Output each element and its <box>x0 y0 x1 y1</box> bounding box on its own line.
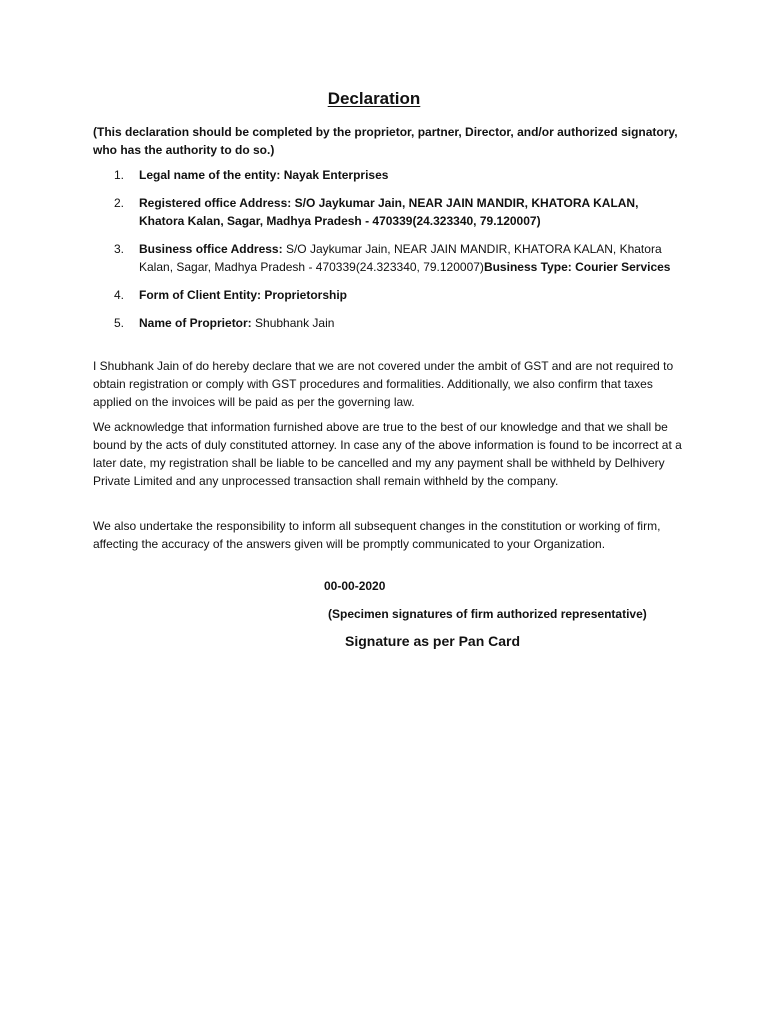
intro-text: (This declaration should be completed by the proprietor, partner, Director, and/or authorized signatory, who has the authority to do so.) <box>93 125 678 157</box>
item-value: S/O Jaykumar Jain, NEAR JAIN MANDIR, KHATORA KALAN, Khatora Kalan, Sagar, Madhya Pradesh - 470339(24.323340, 79.120007) <box>139 196 639 228</box>
list-number: 3. <box>114 242 125 256</box>
list-item-entity-form <box>93 286 683 304</box>
item-label: Form of Client Entity: <box>139 288 261 302</box>
acknowledgement-paragraph: We acknowledge that information furnished above are true to the best of our knowledge and that we shall be bound by the acts of duly constituted attorney. In case any of the above information is found to be incorrect at a later date, my registration shall be liable to be cancelled and my any payment shall be withheld by Delhivery Private Limited and any unprocessed transaction shall remain withheld by the company. <box>93 420 682 488</box>
business-type-value: Courier Services <box>571 260 671 274</box>
list-number: 1. <box>114 168 125 182</box>
list-number: 5. <box>114 316 125 330</box>
item-label: Registered office Address: <box>139 196 292 210</box>
item-label: Business office Address: <box>139 242 283 256</box>
item-value: S/O Jaykumar Jain, NEAR JAIN MANDIR, KHATORA KALAN, Khatora Kalan, Sagar, Madhya Pradesh - 470339(24.323340, 79.120007) <box>139 242 662 274</box>
item-value: Nayak Enterprises <box>280 168 389 182</box>
document-title: Declaration <box>327 89 421 108</box>
list-number: 4. <box>114 288 125 302</box>
signature-note: Signature as per Pan Card <box>345 633 521 649</box>
list-item-business-address <box>93 240 683 276</box>
specimen-signature-note: (Specimen signatures of firm authorized representative) <box>328 607 647 621</box>
item-label: Legal name of the entity: <box>139 168 281 182</box>
list-item-registered-address <box>93 194 683 230</box>
list-number: 2. <box>114 196 125 210</box>
entity-details-list <box>93 166 683 342</box>
declaration-paragraph: I Shubhank Jain of do hereby declare that we are not covered under the ambit of GST and are not required to obtain registration or comply with GST procedures and formalities. Additionally, we also confirm that taxes applied on the invoices will be paid as per the governing law. <box>93 359 674 409</box>
list-item-proprietor-name <box>93 314 683 332</box>
item-value: Shubhank Jain <box>251 316 335 330</box>
item-value: Proprietorship <box>261 288 348 302</box>
declaration-date: 00-00-2020 <box>324 579 386 593</box>
list-item-legal-name <box>93 166 683 184</box>
undertaking-paragraph: We also undertake the responsibility to inform all subsequent changes in the constitution or working of firm, affecting the accuracy of the answers given will be promptly communicated to your Organization. <box>93 519 661 551</box>
business-type-label: Business Type: <box>483 260 572 274</box>
item-label: Name of Proprietor: <box>139 316 252 330</box>
